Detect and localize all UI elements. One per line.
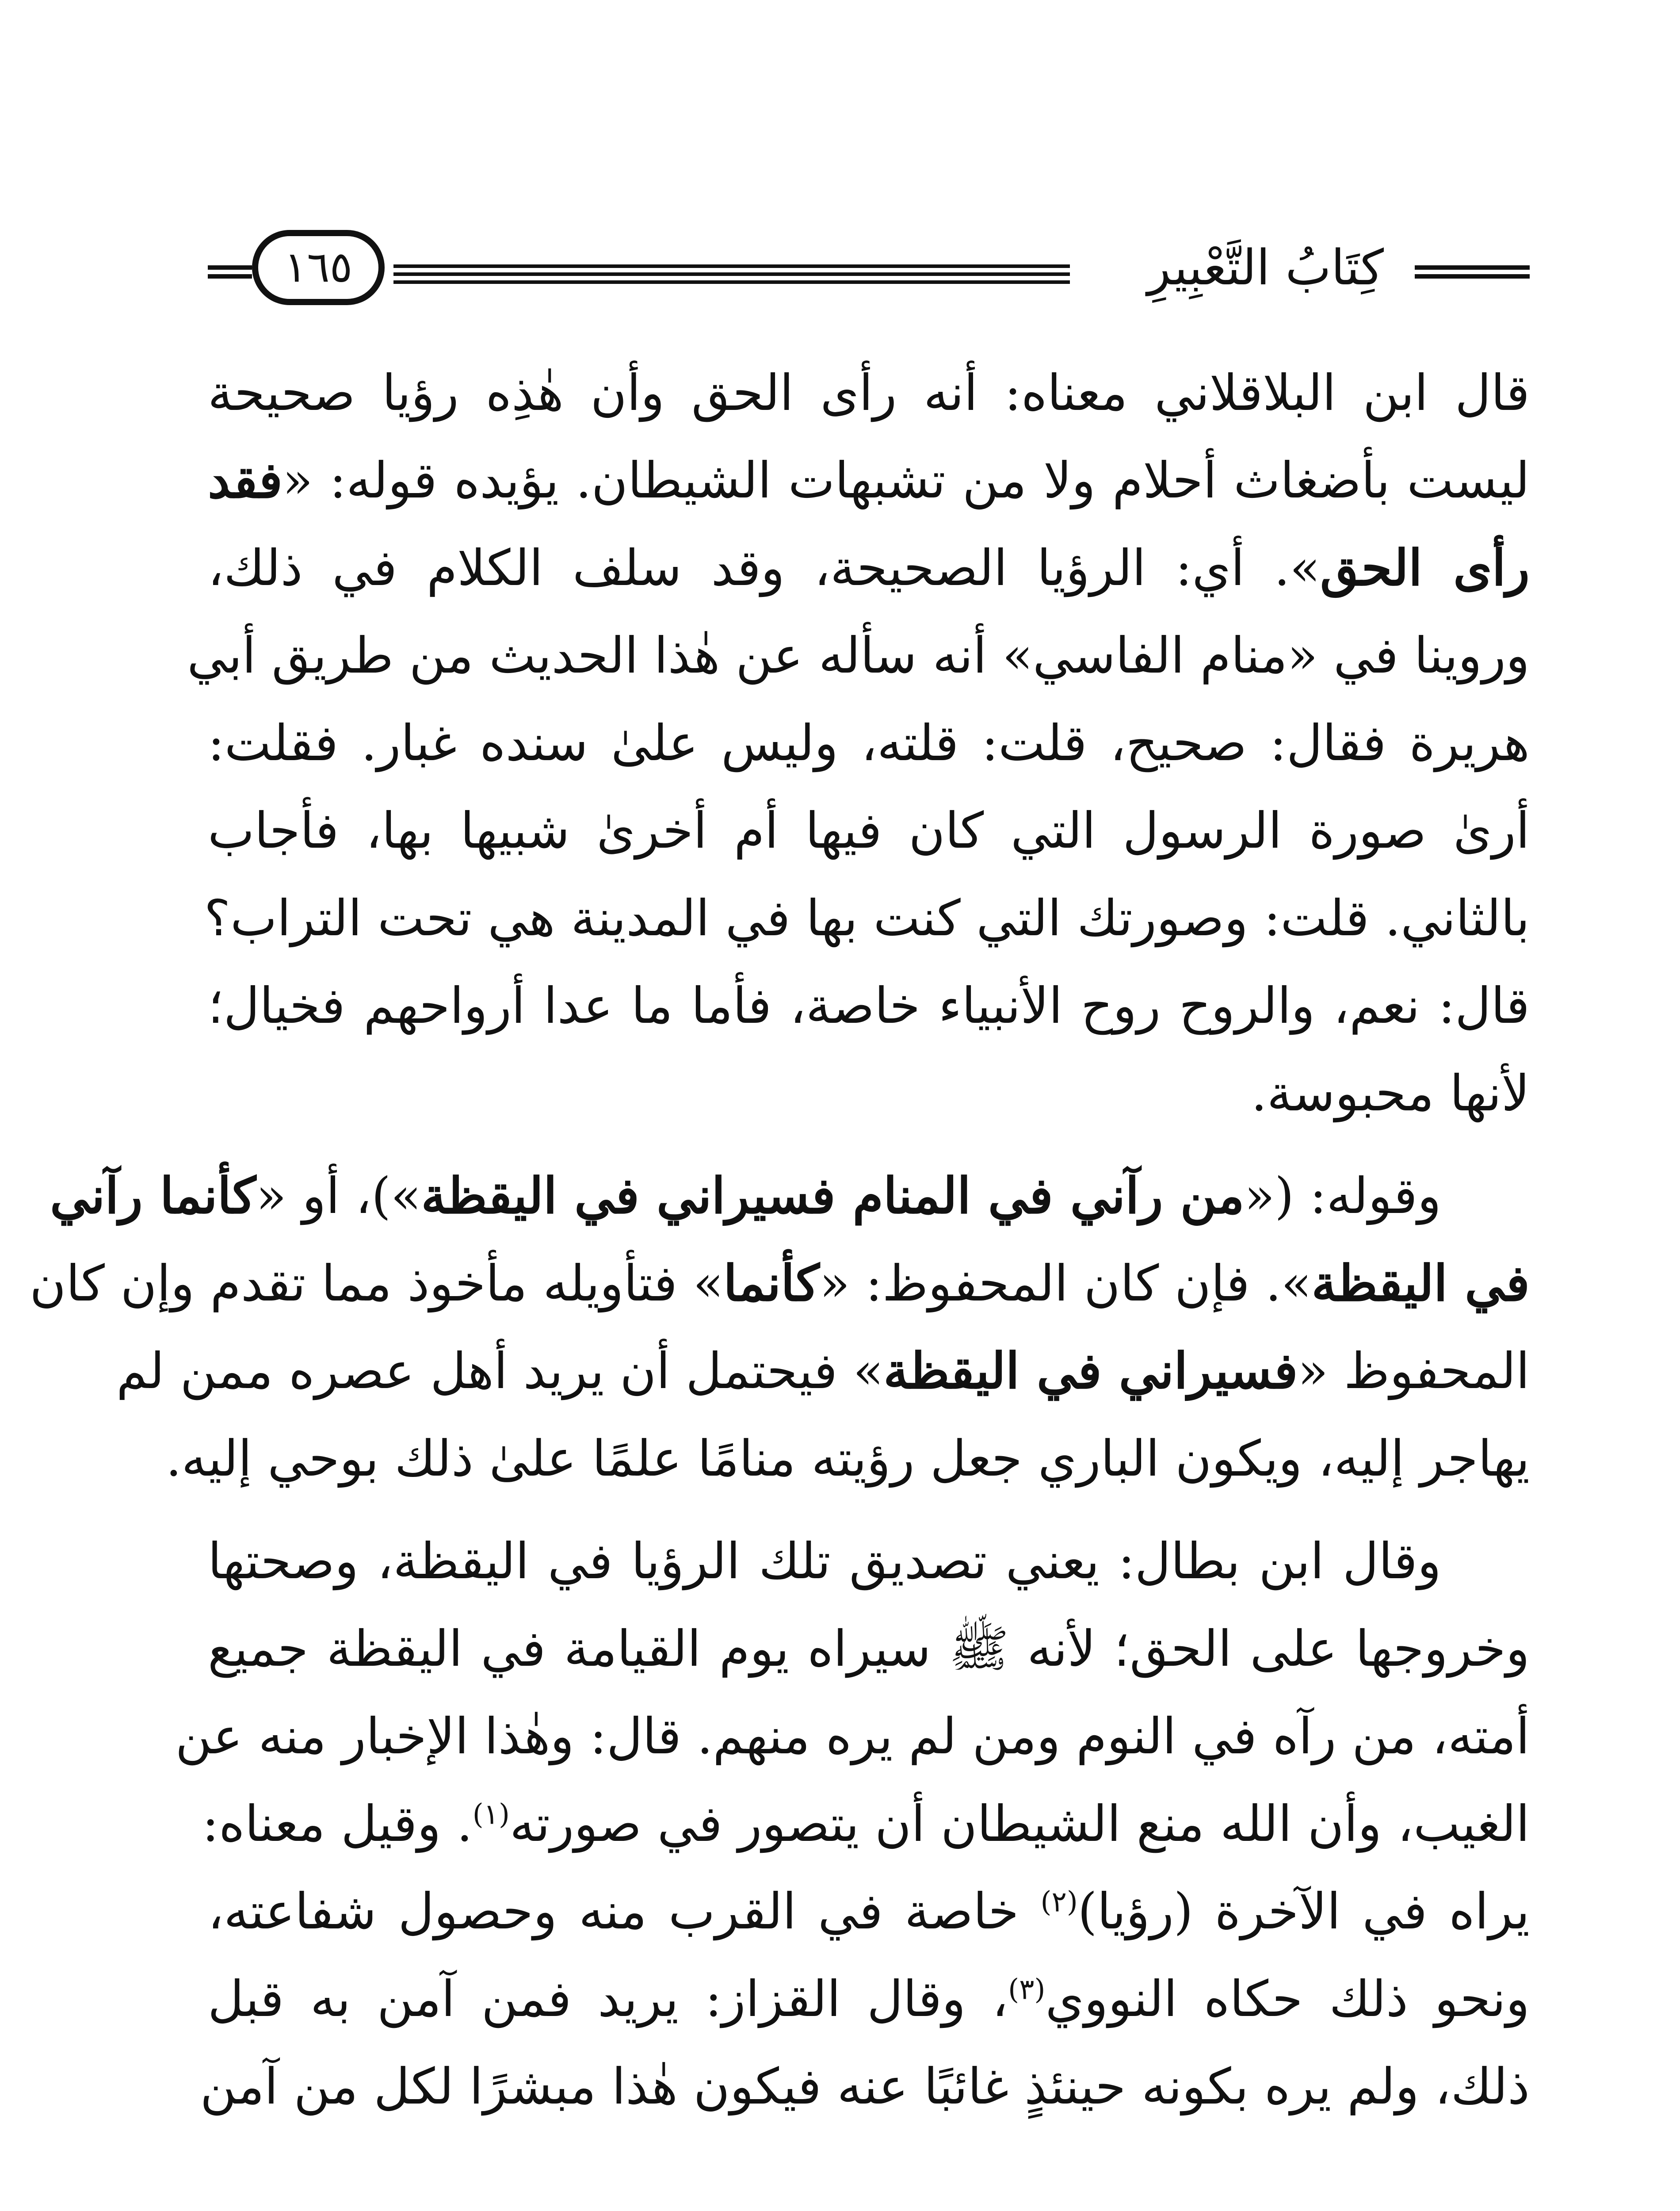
text-line: أمته، من رآه في النوم ومن لم يره منهم. قال: وهٰذا الإخبار منه عن [175, 1708, 1530, 1765]
text-line: ونحو ذلك حكاه النووي$^{(٣)}$، وقال القزاز: يريد فمن آمن به قبل [208, 1970, 1530, 2028]
paragraph [30, 1152, 1530, 1503]
text-line: يراه في الآخرة (رؤيا)$^{(٢)}$ خاصة في القرب منه وحصول شفاعته، [208, 1883, 1530, 1940]
paragraph [175, 1518, 1530, 2131]
text-line: يهاجر إليه، ويكون الباري جعل رؤيته منامًا علمًا علىٰ ذلك بوحي إليه. [166, 1430, 1530, 1488]
page-header [208, 217, 1530, 318]
footnote-ref: (٣) [1008, 1973, 1046, 2006]
text-line: لأنها محبوسة. [1251, 1065, 1530, 1122]
text-line: وقوله: («من رآني في المنام فسيراني في اليقظة»)، أو «كأنما رآني [50, 1167, 1441, 1225]
body-text [30, 349, 1530, 2131]
text-line: وروينا في «منام الفاسي» أنه سأله عن هٰذا الحديث من طريق أبي [187, 627, 1530, 685]
text-line: هريرة فقال: صحيح، قلت: قلته، وليس علىٰ سنده غبار. فقلت: [208, 715, 1530, 772]
text-line: المحفوظ «فسيراني في اليقظة» فيحتمل أن يريد أهل عصره ممن لم [116, 1342, 1530, 1400]
text-line: قال ابن البلاقلاني معناه: أنه رأى الحق وأن هٰذِه رؤيا صحيحة [208, 364, 1530, 422]
text-line: ليست بأضغاث أحلام ولا من تشبهات الشيطان. يؤيده قوله: «فقد [208, 451, 1530, 509]
header-rule [393, 272, 1070, 276]
text-line: بالثاني. قلت: وصورتك التي كنت بها في المدينة هي تحت التراب؟ [204, 890, 1530, 947]
text-line: رأى الحق». أي: الرؤيا الصحيحة، وقد سلف الكلام في ذلك، [208, 539, 1530, 597]
header-rule [393, 280, 1070, 284]
footnote-ref: (١) [472, 1798, 510, 1831]
text-line: قال: نعم، والروح روح الأنبياء خاصة، فأما ما عدا أرواحهم فخيال؛ [208, 977, 1530, 1035]
text-line: أرىٰ صورة الرسول التي كان فيها أم أخرىٰ شبيها بها، فأجاب [208, 802, 1530, 860]
running-title: كِتَابُ التَّعْبِيرِ [1147, 239, 1384, 296]
header-rule [208, 265, 252, 270]
header-rule [1415, 265, 1530, 270]
header-rule [208, 274, 252, 279]
text-line: في اليقظة». فإن كان المحفوظ: «كأنما» فتأويله مأخوذ مما تقدم وإن كان [30, 1255, 1530, 1312]
footnote-ref: (٢) [1040, 1886, 1078, 1919]
text-line: ذلك، ولم يره بكونه حينئذٍ غائبًا عنه فيكون هٰذا مبشرًا لكل من آمن [200, 2058, 1530, 2115]
paragraph [187, 349, 1530, 1137]
text-line: الغيب، وأن الله منع الشيطان أن يتصور في صورته$^{(١)}$. وقيل معناه: [202, 1795, 1530, 1853]
header-rule [1415, 274, 1530, 279]
text-line: وقال ابن بطال: يعني تصديق تلك الرؤيا في اليقظة، وصحتها [208, 1533, 1441, 1590]
text-line: وخروجها على الحق؛ لأنه ﷺ سيراه يوم القيامة في اليقظة جميع [208, 1620, 1530, 1678]
header-rule [393, 264, 1070, 268]
page-number: ١٦٥ [252, 230, 385, 305]
